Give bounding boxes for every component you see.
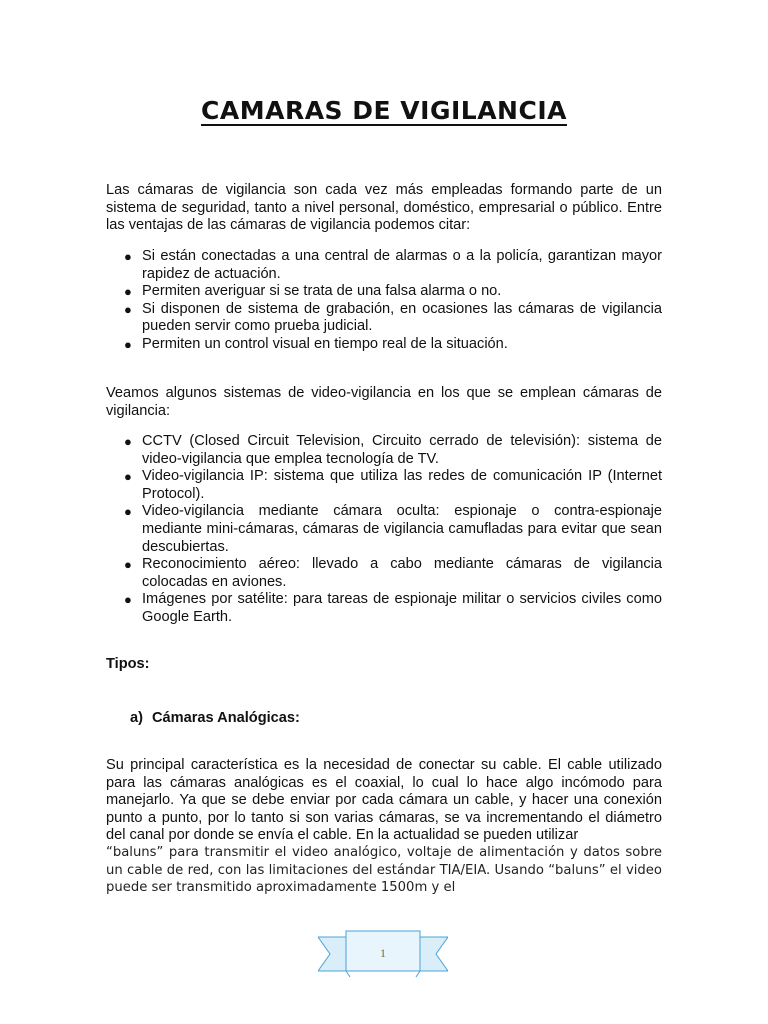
list-item: ● Video-vigilancia mediante cámara oculta: espionaje o contra-espionaje mediante mini-cámaras, cámaras de vigilancia camufladas para evitar que sean descubiertas. bbox=[124, 503, 662, 555]
bullet-icon: ● bbox=[124, 592, 132, 608]
list-item: ● Permiten averiguar si se trata de una falsa alarma o no. bbox=[124, 283, 502, 300]
systems-list bbox=[106, 433, 662, 627]
analog-continuation: “baluns” para transmitir el video analógico, voltaje de alimentación y datos sobre un cable de red, con las limitaciones del estándar TIA/EIA. Usando “baluns” el video puede ser transmitido aproximadamente 1500m y el bbox=[106, 845, 662, 896]
analog-paragraph: Su principal característica es la necesidad de conectar su cable. El cable utilizado para las cámaras analógicas es el coaxial, lo cual lo hace algo incómodo para manejarlo. Ya que se debe enviar por cada cámara un cable, y hacer una conexión punto a punto, por lo tanto si son varias cámaras, se va incrementando el diámetro del canal por donde se envía el cable. En la actualidad se pueden utilizar bbox=[106, 757, 662, 844]
systems-intro: Veamos algunos sistemas de video-vigilancia en los que se emplean cámaras de vigilancia: bbox=[106, 385, 662, 419]
bullet-icon: ● bbox=[124, 301, 132, 317]
list-item: ● Imágenes por satélite: para tareas de espionaje militar o servicios civiles como Google Earth. bbox=[124, 591, 662, 625]
advantages-list bbox=[106, 248, 662, 354]
intro-line: Entre las ventajas de las cámaras de vigilancia podemos citar: bbox=[106, 199, 662, 234]
bullet-icon: ● bbox=[124, 504, 132, 520]
page-number: 1 bbox=[380, 946, 386, 960]
list-item: ● Video-vigilancia IP: sistema que utiliza las redes de comunicación IP (Internet Protocol). bbox=[124, 468, 662, 502]
section-marker: a) bbox=[130, 710, 143, 726]
list-item: ● Permiten un control visual en tiempo real de la situación. bbox=[124, 335, 508, 352]
section-title: Cámaras Analógicas: bbox=[152, 710, 300, 726]
list-item: ● CCTV (Closed Circuit Television, Circuito cerrado de televisión): sistema de video-vigilancia que emplea tecnología de TV. bbox=[124, 433, 662, 467]
bullet-icon: ● bbox=[124, 434, 132, 449]
bullet-icon: ● bbox=[124, 284, 132, 300]
document-title: CAMARAS DE VIGILANCIA bbox=[201, 96, 567, 125]
bullet-icon: ● bbox=[124, 249, 132, 264]
tipos-heading: Tipos: bbox=[106, 656, 150, 672]
list-item: ● Reconocimiento aéreo: llevado a cabo mediante cámaras de vigilancia colocadas en aviones. bbox=[124, 556, 662, 590]
bullet-icon: ● bbox=[124, 336, 132, 352]
intro-paragraph bbox=[106, 182, 662, 235]
list-item: ● Si disponen de sistema de grabación, en ocasiones las cámaras de vigilancia pueden servir como prueba judicial. bbox=[124, 300, 662, 335]
list-item: ● Si están conectadas a una central de alarmas o a la policía, garantizan mayor rapidez de actuación. bbox=[124, 248, 662, 282]
intro-line: Las cámaras de vigilancia son cada vez más empleadas formando parte de un bbox=[106, 182, 662, 198]
section-a-heading bbox=[130, 710, 300, 726]
intro-line: sistema de seguridad, tanto a nivel personal, doméstico, empresarial o público. bbox=[106, 199, 623, 216]
bullet-icon: ● bbox=[124, 557, 132, 573]
bullet-icon: ● bbox=[124, 469, 132, 485]
